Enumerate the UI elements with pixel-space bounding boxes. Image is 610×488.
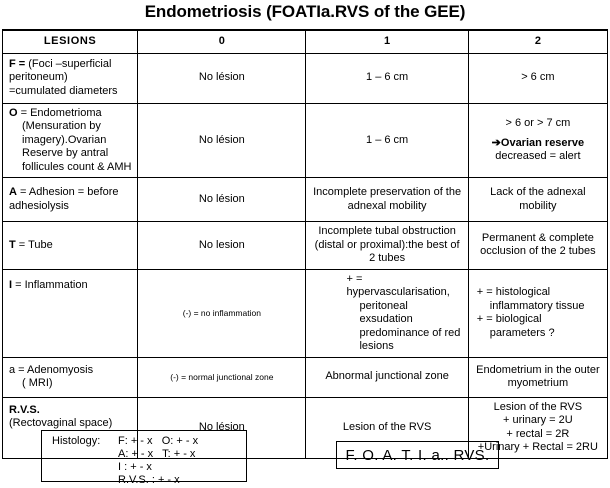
lesion-code: R.V.S. xyxy=(9,403,40,416)
text-line: I = Inflammation xyxy=(9,278,88,291)
lesion-label-tube xyxy=(3,222,138,270)
text-line: No lésion xyxy=(198,71,245,84)
text-line: + = biological xyxy=(476,313,542,325)
histology-label: Histology: xyxy=(52,435,101,447)
text-line: adhesiolysis xyxy=(9,199,69,212)
text-line: predominance of red xyxy=(359,326,461,339)
cell-tube-score2 xyxy=(468,222,607,270)
histology-value-3: R.V.S. : + - x xyxy=(118,474,180,486)
text-line: Incomplete preservation of the xyxy=(313,186,462,198)
cell-endometrioma-score0 xyxy=(138,103,306,178)
cell-inflammation-score2 xyxy=(468,269,607,357)
cell-foci-score0 xyxy=(138,53,306,103)
histology-line-1 xyxy=(52,448,246,461)
column-header-score-0-label: 0 xyxy=(218,35,225,47)
cell-foci-score2 xyxy=(468,53,607,103)
text-line: > 6 or > 7 cm xyxy=(505,117,571,129)
text-line: Permanent & complete xyxy=(481,231,594,244)
lesion-code: O xyxy=(9,106,18,119)
lesion-label-foci xyxy=(3,53,138,103)
text-line: (Mensuration by xyxy=(22,120,101,132)
column-header-score-2 xyxy=(468,30,607,53)
text-line: + = hypervascularisation, xyxy=(346,272,450,298)
foati-summary-box xyxy=(336,441,499,469)
table-row-endometrioma xyxy=(3,103,608,178)
text-line: Endometrium in the outer xyxy=(476,363,600,376)
text-line: + urinary = 2U xyxy=(503,414,573,426)
column-header-score-2-label: 2 xyxy=(534,35,541,47)
cell-tube-score1 xyxy=(306,222,468,270)
text-line: Abnormal junctional zone xyxy=(325,370,449,383)
lesion-label-inflammation xyxy=(3,269,138,357)
text-line: a = Adenomyosis xyxy=(9,363,94,376)
text-line: > 6 cm xyxy=(521,71,555,84)
text-line: Reserve by antral xyxy=(22,147,109,159)
cell-adenomyosis-score0 xyxy=(138,357,306,397)
text-line: (distal or proximal):the best of xyxy=(314,238,460,251)
text-line: No lésion xyxy=(198,192,245,205)
text-line: Lesion of the RVS xyxy=(493,400,583,413)
cell-tube-score0 xyxy=(138,222,306,270)
text-line: parameters ? xyxy=(489,326,555,339)
table-row-tube xyxy=(3,222,608,270)
lesion-label-adenomyosis xyxy=(3,357,138,397)
lesion-label-endometrioma xyxy=(3,103,138,178)
text-line: Lack of the adnexal xyxy=(490,186,586,198)
histology-line-2 xyxy=(52,461,246,474)
text-line xyxy=(9,404,132,418)
table-row-inflammation xyxy=(3,269,608,357)
text-line: F = (Foci –superficial xyxy=(9,57,112,70)
text-line: + = histological xyxy=(476,286,551,298)
table-row-foci xyxy=(3,53,608,103)
text-line: O = Endometrioma xyxy=(9,106,102,119)
text-line: peritoneum) xyxy=(9,71,68,84)
column-header-lesions xyxy=(3,30,138,53)
cell-endometrioma-score2 xyxy=(468,103,607,178)
text-line: ➔Ovarian reserve xyxy=(491,136,585,149)
text-line: adnexal mobility xyxy=(347,199,427,212)
page-title: Endometriosis (FOATIa.RVS of the GEE) xyxy=(144,2,466,21)
text-line: imagery).Ovarian xyxy=(22,133,107,146)
text-line: Incomplete tubal obstruction xyxy=(318,225,456,237)
text-line: occlusion of the 2 tubes xyxy=(480,245,596,258)
text-line: No lésion xyxy=(198,133,245,146)
text-line: (-) = normal junctional zone xyxy=(170,371,274,382)
lesion-code: I xyxy=(9,278,13,291)
text-line: inflammatory tissue xyxy=(489,299,585,312)
lesion-label-adhesion xyxy=(3,178,138,222)
cell-adhesion-score1 xyxy=(306,178,468,222)
text-line: Lesion of the RVS xyxy=(342,420,432,433)
column-header-score-0 xyxy=(138,30,306,53)
cell-adhesion-score0 xyxy=(138,178,306,222)
text-line: (Rectovaginal space) xyxy=(9,417,113,429)
text-line: myometrium xyxy=(507,377,569,389)
text-line: follicules count & AMH xyxy=(22,160,132,173)
text-line: No lesion xyxy=(198,238,245,251)
histology-value-1: A: + - x T: + - x xyxy=(118,448,196,460)
text-line: A = Adhesion = before xyxy=(9,186,119,198)
cell-adhesion-score2 xyxy=(468,178,607,222)
histology-legend-box xyxy=(41,430,247,486)
column-header-score-1-label: 1 xyxy=(384,35,391,47)
text-line: 1 – 6 cm xyxy=(366,71,409,84)
text-line: 2 tubes xyxy=(369,252,406,264)
column-header-score-1 xyxy=(306,30,468,53)
text-line: peritoneal exsudation xyxy=(359,299,413,325)
histology-line-3 xyxy=(52,474,246,487)
cell-foci-score1 xyxy=(306,53,468,103)
table-row-adhesion xyxy=(3,178,608,222)
cell-endometrioma-score1 xyxy=(306,103,468,178)
text-line: =cumulated diameters xyxy=(9,84,118,97)
histology-value-0: F: + - x O: + - x xyxy=(118,435,199,447)
text-line: (-) = no inflammation xyxy=(182,307,261,318)
foati-summary-label: F. O. A. T. I. a.. RVS. xyxy=(345,446,490,464)
table-row-adenomyosis xyxy=(3,357,608,397)
histology-value-2: I : + - x xyxy=(118,461,152,473)
lesion-code: F = xyxy=(9,57,26,70)
text-line: + rectal = 2R xyxy=(506,427,570,440)
cell-inflammation-score1 xyxy=(306,269,468,357)
cell-adenomyosis-score2 xyxy=(468,357,607,397)
text-line: +Urinary + Rectal = 2RU xyxy=(477,441,598,453)
column-header-lesions-label: LESIONS xyxy=(43,35,97,47)
text-line: lesions xyxy=(359,340,394,352)
text-line: T = Tube xyxy=(9,238,53,251)
text-line: 1 – 6 cm xyxy=(366,133,409,146)
lesion-code: T xyxy=(9,238,16,251)
cell-adenomyosis-score1 xyxy=(306,357,468,397)
lesions-scoring-table xyxy=(2,29,608,459)
cell-inflammation-score0 xyxy=(138,269,306,357)
histology-line-0 xyxy=(52,435,246,448)
lesion-code: A xyxy=(9,186,17,198)
text-line: decreased = alert xyxy=(495,150,581,162)
text-line: No lésion xyxy=(198,420,245,433)
text-line: mobility xyxy=(519,199,557,212)
table-header-row xyxy=(3,30,608,53)
text-line: ( MRI) xyxy=(22,377,53,389)
